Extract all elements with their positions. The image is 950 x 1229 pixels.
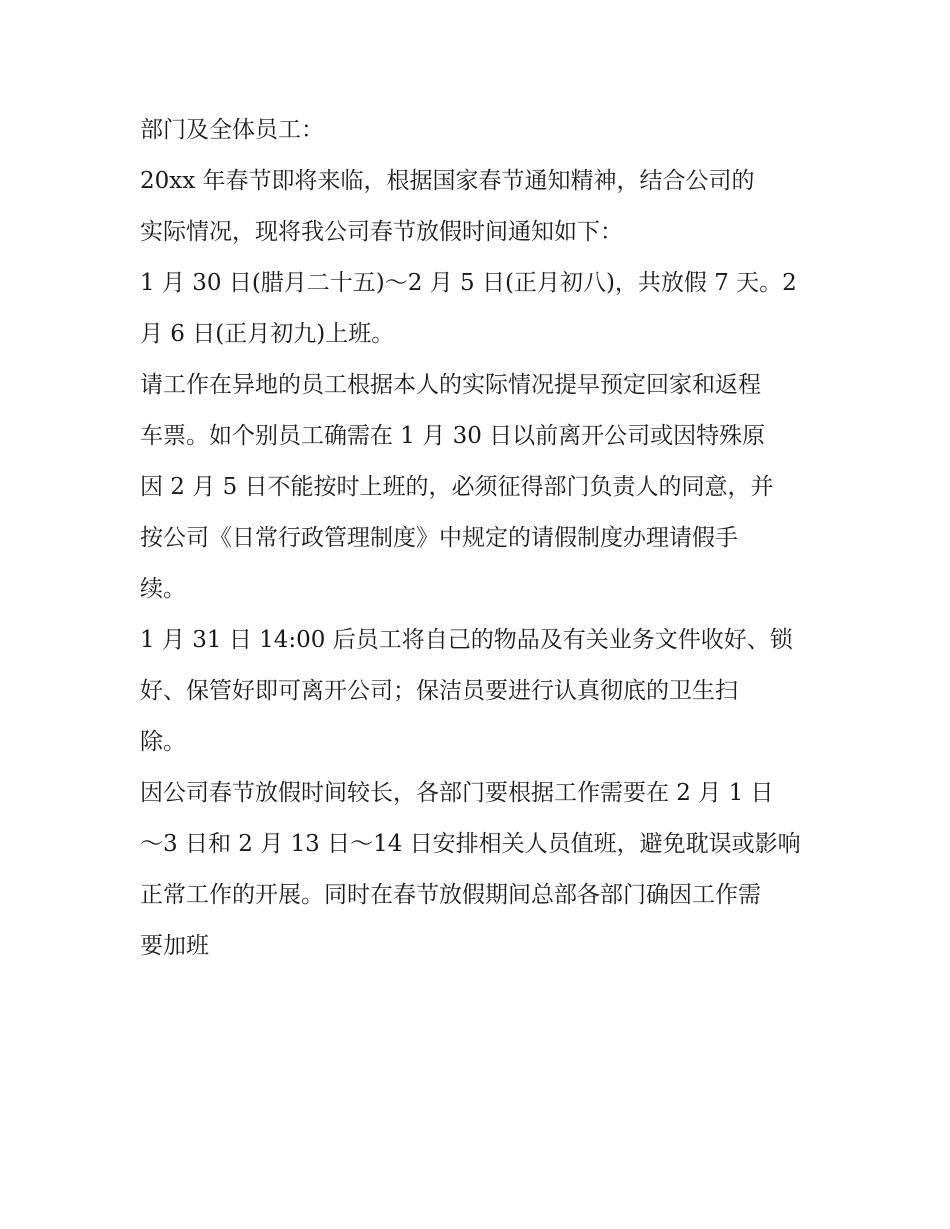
paragraph-line: ～3 日和 2 月 13 日～14 日安排相关人员值班，避免耽误或影响 — [140, 831, 801, 857]
paragraph-line: 1 月 30 日(腊月二十五)～2 月 5 日(正月初八)，共放假 7 天。2 — [140, 270, 797, 296]
paragraph-line: 20xx 年春节即将来临，根据国家春节通知精神，结合公司的 — [140, 168, 755, 194]
paragraph-line: 车票。如个别员工确需在 1 月 30 日以前离开公司或因特殊原 — [140, 423, 766, 449]
paragraph-line: 月 6 日(正月初九)上班。 — [140, 321, 395, 347]
paragraph-line: 除。 — [140, 729, 186, 755]
salutation-line: 部门及全体员工： — [140, 117, 324, 143]
paragraph-line: 因 2 月 5 日不能按时上班的，必须征得部门负责人的同意，并 — [140, 474, 774, 500]
paragraph-line: 续。 — [140, 576, 186, 602]
paragraph-line: 1 月 31 日 14:00 后员工将自己的物品及有关业务文件收好、锁 — [140, 627, 793, 653]
paragraph-line: 按公司《日常行政管理制度》中规定的请假制度办理请假手 — [140, 525, 738, 551]
paragraph-line: 好、保管好即可离开公司；保洁员要进行认真彻底的卫生扫 — [140, 678, 738, 704]
paragraph-line: 实际情况，现将我公司春节放假时间通知如下： — [140, 219, 623, 245]
paragraph-line: 正常工作的开展。同时在春节放假期间总部各部门确因工作需 — [140, 882, 761, 908]
paragraph-line: 要加班 — [140, 933, 209, 959]
document-body — [140, 108, 820, 975]
paragraph-line: 请工作在异地的员工根据本人的实际情况提早预定回家和返程 — [140, 372, 761, 398]
paragraph-line: 因公司春节放假时间较长，各部门要根据工作需要在 2 月 1 日 — [140, 780, 774, 806]
